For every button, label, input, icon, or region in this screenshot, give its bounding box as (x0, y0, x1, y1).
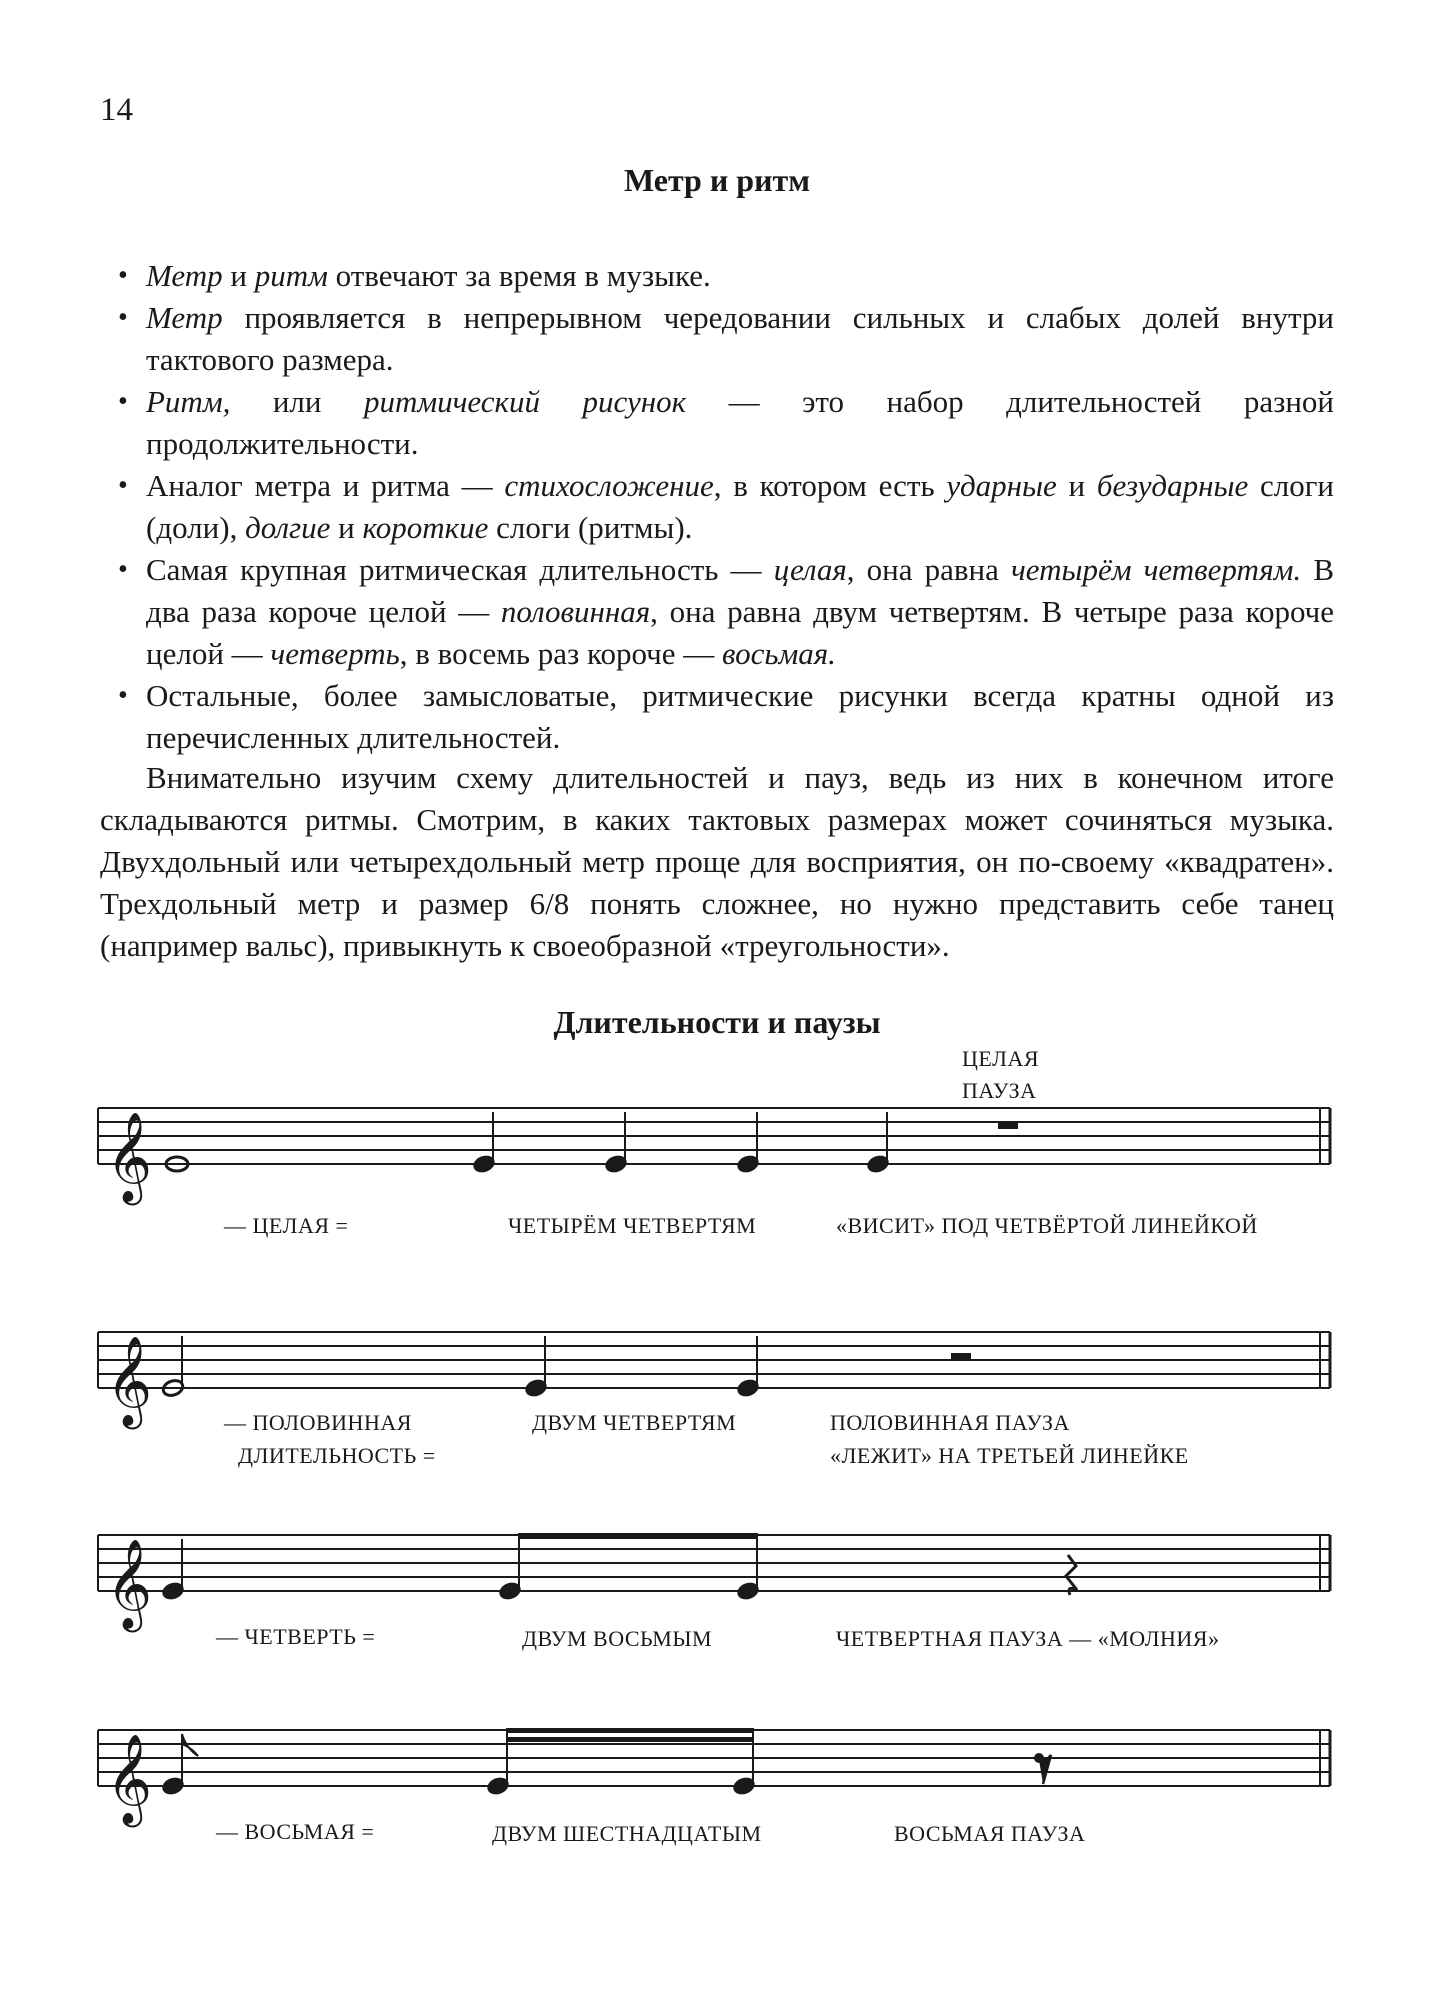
caption-two-sixteenths: ДВУМ ШЕСТНАДЦАТЫМ (492, 1821, 762, 1846)
whole-rest (998, 1122, 1018, 1129)
bullet-text: Аналог метра и ритма — (146, 468, 505, 503)
emphasis-text: Метр (146, 300, 223, 335)
staff-row-4 (98, 1728, 1330, 1796)
bullet-text: и (330, 510, 363, 545)
caption-four-quarters: ЧЕТЫРЁМ ЧЕТВЕРТЯМ (508, 1213, 757, 1238)
emphasis-text: ритмический рисунок (363, 384, 687, 419)
bullet-text: , в котором есть (713, 468, 947, 503)
emphasis-text: короткие (362, 510, 489, 545)
staff-row-1 (98, 1108, 1330, 1174)
page-number: 14 (100, 92, 133, 128)
emphasis-text: восьмая. (722, 636, 836, 671)
treble-clef-icon: 𝄞 (106, 1539, 153, 1629)
whole-rest-label-2: ПАУЗА (962, 1078, 1037, 1103)
emphasis-text: Ритм, (146, 384, 231, 419)
emphasis-text: безударные (1096, 468, 1249, 503)
bullet-text: и (1056, 468, 1097, 503)
emphasis-text: четырём четвертям. (1010, 552, 1302, 587)
caption-half-rest-1: ПОЛОВИННАЯ ПАУЗА (830, 1410, 1070, 1435)
caption-whole-rest: «ВИСИТ» ПОД ЧЕТВЁРТОЙ ЛИНЕЙКОЙ (836, 1213, 1258, 1238)
bullet-text: , она равна двум четвертям. В четыре раза короче целой — (146, 594, 1334, 671)
bullet-text: — это набор длительностей разной продолжительности. (146, 384, 1334, 461)
bullet-text: отвечают за время в музыке. (327, 258, 711, 293)
subsection-title: Длительности и паузы (553, 1004, 881, 1040)
whole-rest-label-1: ЦЕЛАЯ (962, 1046, 1040, 1071)
bullet-text: Самая крупная ритмическая длительность — (146, 552, 774, 587)
staff-row-3 (98, 1533, 1330, 1601)
eighth-rest (1035, 1754, 1051, 1784)
emphasis-text: ударные (946, 468, 1057, 503)
treble-clef-icon: 𝄞 (106, 1112, 153, 1202)
bullet-text: В два раза короче целой — (146, 552, 1334, 629)
caption-two-quarters: ДВУМ ЧЕТВЕРТЯМ (532, 1410, 737, 1435)
bullet-text: проявляется в непрерывном чередовании сильных и слабых долей внутри тактового размера. (146, 300, 1334, 377)
bullet-text: , в восемь раз короче — (399, 636, 723, 671)
half-rest (951, 1353, 971, 1360)
emphasis-text: целая (773, 552, 847, 587)
caption-eighth-rest: ВОСЬМАЯ ПАУЗА (894, 1821, 1086, 1846)
section-title: Метр и ритм (623, 162, 811, 198)
bullet-text: Остальные, более замысловатые, ритмические рисунки всегда кратны одной из перечисленных длительностей. (146, 678, 1334, 755)
caption-whole: — ЦЕЛАЯ = (224, 1213, 349, 1238)
bullet-text: и (222, 258, 255, 293)
caption-half-rest-2: «ЛЕЖИТ» НА ТРЕТЬЕЙ ЛИНЕЙКЕ (830, 1443, 1189, 1468)
emphasis-text: четверть (270, 636, 400, 671)
emphasis-text: половинная (500, 594, 651, 629)
bullet-text: слоги (ритмы). (488, 510, 693, 545)
caption-half-2: ДЛИТЕЛЬНОСТЬ = (238, 1443, 436, 1468)
body-paragraph: Внимательно изучим схему длительностей и пауз, ведь из них в конечном итоге складываются ритмы. Смотрим, в каких тактовых размерах может сочиняться музыка. Двухдольный или четырехдольный метр проще для восприятия, он по-своему «квадратен». Трехдольный метр и размер 6/8 понять сложнее, но нужно представить себе танец (например вальс), привыкнуть к своеобразной «треугольности». (100, 760, 1334, 963)
bullet-text: или (230, 384, 364, 419)
caption-half-1: — ПОЛОВИННАЯ (224, 1410, 412, 1435)
bullet-text: слоги (доли), (146, 468, 1334, 545)
staff-row-2 (98, 1332, 1330, 1398)
caption-quarter-rest: ЧЕТВЕРТНАЯ ПАУЗА — «МОЛНИЯ» (836, 1626, 1220, 1651)
treble-clef-icon: 𝄞 (106, 1734, 153, 1824)
caption-two-eighths: ДВУМ ВОСЬМЫМ (522, 1626, 713, 1651)
emphasis-text: ритм (254, 258, 328, 293)
bullet-text: , она равна (846, 552, 1011, 587)
emphasis-text: стихосложение (504, 468, 714, 503)
caption-quarter: — ЧЕТВЕРТЬ = (216, 1624, 376, 1649)
caption-eighth: — ВОСЬМАЯ = (216, 1819, 375, 1844)
treble-clef-icon: 𝄞 (106, 1336, 153, 1426)
quarter-rest (1066, 1555, 1077, 1595)
emphasis-text: долгие (245, 510, 331, 545)
emphasis-text: Метр (146, 258, 223, 293)
